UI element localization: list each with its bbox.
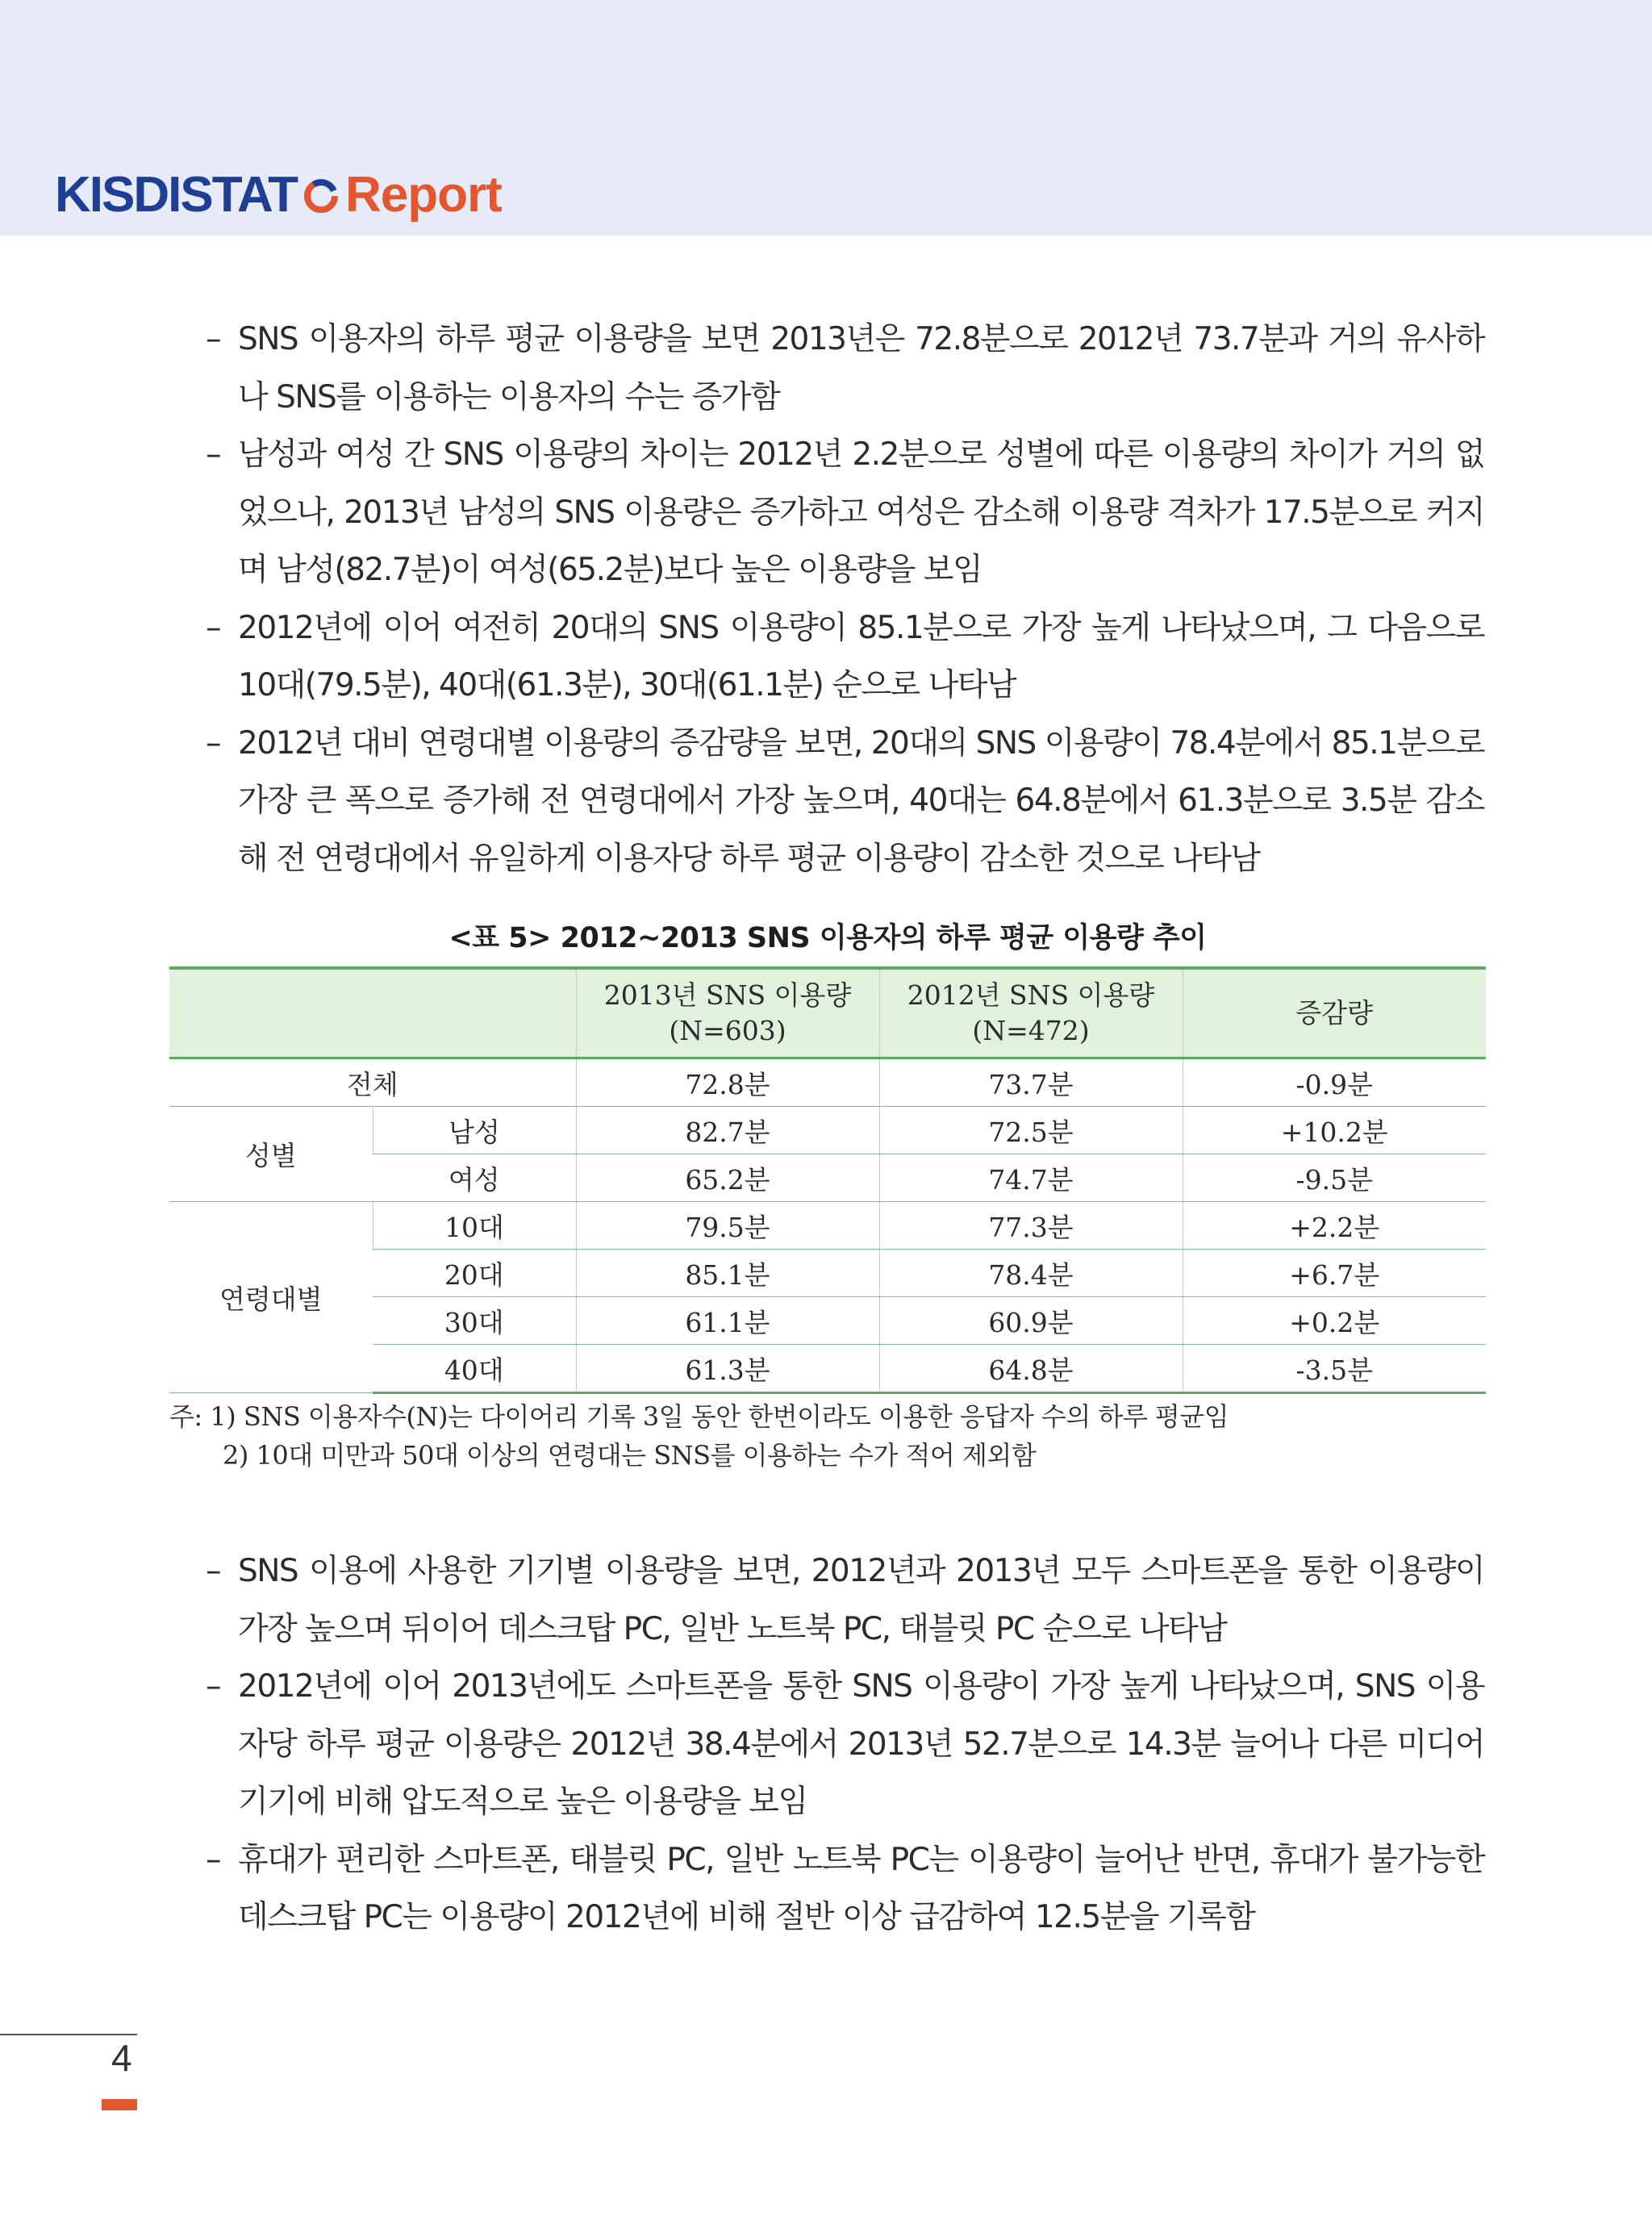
- cell-change: -0.9분: [1183, 1058, 1486, 1107]
- cell-change: +6.7분: [1183, 1250, 1486, 1297]
- cell-2013: 85.1분: [576, 1250, 879, 1297]
- group-label-gender: 성별: [169, 1107, 373, 1202]
- row-label: 20대: [373, 1250, 576, 1297]
- bullet-text: 2012년에 이어 여전히 20대의 SNS 이용량이 85.1분으로 가장 높게 나타났으며, 그 다음으로 10대(79.5분), 40대(61.3분), 30대(61.1분) 순으로 나타남: [238, 609, 1484, 703]
- bullet-item: – SNS 이용에 사용한 기기별 이용량을 보면, 2012년과 2013년 모두 스마트폰을 통한 이용량이 가장 높으며 뒤이어 데스크탑 PC, 일반 노트북 PC, 태블릿 PC 순으로 나타남: [206, 1553, 1484, 1647]
- note-1: 주: 1) SNS 이용자수(N)는 다이어리 기록 3일 동안 한번이라도 이용한 응답자 수의 하루 평균임: [169, 1401, 1229, 1432]
- row-label: 40대: [373, 1345, 576, 1393]
- bullet-item: – 남성과 여성 간 SNS 이용량의 차이는 2012년 2.2분으로 성별에 따른 이용량의 차이가 거의 없었으나, 2013년 남성의 SNS 이용량은 증가하고 여성은 감소해 이용량 격차가 17.5분으로 커지며 남성(82.7분)이 여성(65.2분)보다 높은 이용량을 보임: [206, 436, 1484, 588]
- cell-2013: 61.1분: [576, 1297, 879, 1345]
- table-caption: <표 5> 2012~2013 SNS 이용자의 하루 평균 이용량 추이: [448, 922, 1207, 954]
- page-number: 4: [111, 2037, 132, 2079]
- bullet-text: SNS 이용자의 하루 평균 이용량을 보면 2013년은 72.8분으로 2012년 73.7분과 거의 유사하나 SNS를 이용하는 이용자의 수는 증가함: [238, 321, 1484, 415]
- cell-2013: 65.2분: [576, 1154, 879, 1202]
- note-2: 2) 10대 미만과 50대 이상의 연령대는 SNS를 이용하는 수가 적어 제외함: [223, 1440, 1037, 1471]
- cell-2013: 61.3분: [576, 1345, 879, 1393]
- cell-2012: 77.3분: [879, 1202, 1183, 1250]
- cell-2013: 72.8분: [576, 1058, 879, 1107]
- bullet-text: 2012년에 이어 2013년에도 스마트폰을 통한 SNS 이용량이 가장 높게 나타났으며, SNS 이용자당 하루 평균 이용량은 2012년 38.4분에서 2013년 52.7분으로 14.3분 늘어나 다른 미디어 기기에 비해 압도적으로 높은 이용량을 보임: [238, 1668, 1484, 1820]
- table-row: [169, 1107, 1486, 1154]
- header-2013: 2013년 SNS 이용량 (N=603): [576, 968, 879, 1058]
- cell-2012: 73.7분: [879, 1058, 1183, 1107]
- bullet-text: 2012년 대비 연령대별 이용량의 증감량을 보면, 20대의 SNS 이용량이 78.4분에서 85.1분으로 가장 큰 폭으로 증가해 전 연령대에서 가장 높으며, 40대는 64.8분에서 61.3분으로 3.5분 감소해 전 연령대에서 유일하게 이용자당 하루 평균 이용량이 감소한 것으로 나타남: [238, 724, 1484, 877]
- bullet-item: – 휴대가 편리한 스마트폰, 태블릿 PC, 일반 노트북 PC는 이용량이 늘어난 반면, 휴대가 불가능한 데스크탑 PC는 이용량이 2012년에 비해 절반 이상 급감하여 12.5분을 기록함: [206, 1841, 1484, 1935]
- bullet-item: – 2012년에 이어 2013년에도 스마트폰을 통한 SNS 이용량이 가장 높게 나타났으며, SNS 이용자당 하루 평균 이용량은 2012년 38.4분에서 2013년 52.7분으로 14.3분 늘어나 다른 미디어 기기에 비해 압도적으로 높은 이용량을 보임: [206, 1668, 1484, 1820]
- row-label: 30대: [373, 1297, 576, 1345]
- logo-report-text: Report: [345, 166, 502, 223]
- row-label: 남성: [373, 1107, 576, 1154]
- cell-2013: 82.7분: [576, 1107, 879, 1154]
- cell-change: +0.2분: [1183, 1297, 1486, 1345]
- table-row: [169, 1058, 1486, 1107]
- cell-2012: 64.8분: [879, 1345, 1183, 1393]
- row-label: 여성: [373, 1154, 576, 1202]
- bullet-text: 남성과 여성 간 SNS 이용량의 차이는 2012년 2.2분으로 성별에 따른 이용량의 차이가 거의 없었으나, 2013년 남성의 SNS 이용량은 증가하고 여성은 감소해 이용량 격차가 17.5분으로 커지며 남성(82.7분)이 여성(65.2분)보다 높은 이용량을 보임: [238, 436, 1484, 588]
- table-header-row: [169, 968, 1486, 1058]
- footer-divider: [0, 2034, 137, 2035]
- header-2012: 2012년 SNS 이용량 (N=472): [879, 968, 1183, 1058]
- table-notes: [169, 1397, 1486, 1475]
- bullet-item: – SNS 이용자의 하루 평균 이용량을 보면 2013년은 72.8분으로 2012년 73.7분과 거의 유사하나 SNS를 이용하는 이용자의 수는 증가함: [206, 321, 1484, 415]
- cell-change: +10.2분: [1183, 1107, 1486, 1154]
- row-label: 전체: [169, 1058, 576, 1107]
- header-change: 증감량: [1183, 968, 1486, 1058]
- cell-2013: 79.5분: [576, 1202, 879, 1250]
- logo-main-text: KISDISTAT: [55, 166, 298, 223]
- cell-change: +2.2분: [1183, 1202, 1486, 1250]
- cell-change: -9.5분: [1183, 1154, 1486, 1202]
- usage-table: [169, 966, 1486, 1394]
- table-row: [169, 1202, 1486, 1250]
- bullet-text: SNS 이용에 사용한 기기별 이용량을 보면, 2012년과 2013년 모두 스마트폰을 통한 이용량이 가장 높으며 뒤이어 데스크탑 PC, 일반 노트북 PC, 태블릿 PC 순으로 나타남: [238, 1553, 1484, 1647]
- row-label: 10대: [373, 1202, 576, 1250]
- group-label-age: 연령대별: [169, 1202, 373, 1393]
- report-header: [0, 0, 1652, 236]
- section1-bullets: [206, 311, 1484, 887]
- bullet-item: – 2012년 대비 연령대별 이용량의 증감량을 보면, 20대의 SNS 이용량이 78.4분에서 85.1분으로 가장 큰 폭으로 증가해 전 연령대에서 가장 높으며, 40대는 64.8분에서 61.3분으로 3.5분 감소해 전 연령대에서 유일하게 이용자당 하루 평균 이용량이 감소한 것으로 나타남: [206, 724, 1484, 877]
- kisdistat-report-logo: [55, 158, 502, 231]
- note-prefix: 주:: [169, 1401, 202, 1432]
- section2-bullets: [206, 1542, 1484, 1947]
- cell-2012: 72.5분: [879, 1107, 1183, 1154]
- logo-ring-icon: [300, 173, 342, 215]
- table-block: [169, 910, 1486, 1475]
- cell-2012: 74.7분: [879, 1154, 1183, 1202]
- cell-2012: 78.4분: [879, 1250, 1183, 1297]
- header-blank-cell: [169, 968, 576, 1058]
- page-accent-mark: [102, 2099, 137, 2110]
- bullet-item: – 2012년에 이어 여전히 20대의 SNS 이용량이 85.1분으로 가장 높게 나타났으며, 그 다음으로 10대(79.5분), 40대(61.3분), 30대(61.1분) 순으로 나타남: [206, 609, 1484, 703]
- cell-change: -3.5분: [1183, 1345, 1486, 1393]
- bullet-text: 휴대가 편리한 스마트폰, 태블릿 PC, 일반 노트북 PC는 이용량이 늘어난 반면, 휴대가 불가능한 데스크탑 PC는 이용량이 2012년에 비해 절반 이상 급감하여 12.5분을 기록함: [238, 1841, 1484, 1935]
- cell-2012: 60.9분: [879, 1297, 1183, 1345]
